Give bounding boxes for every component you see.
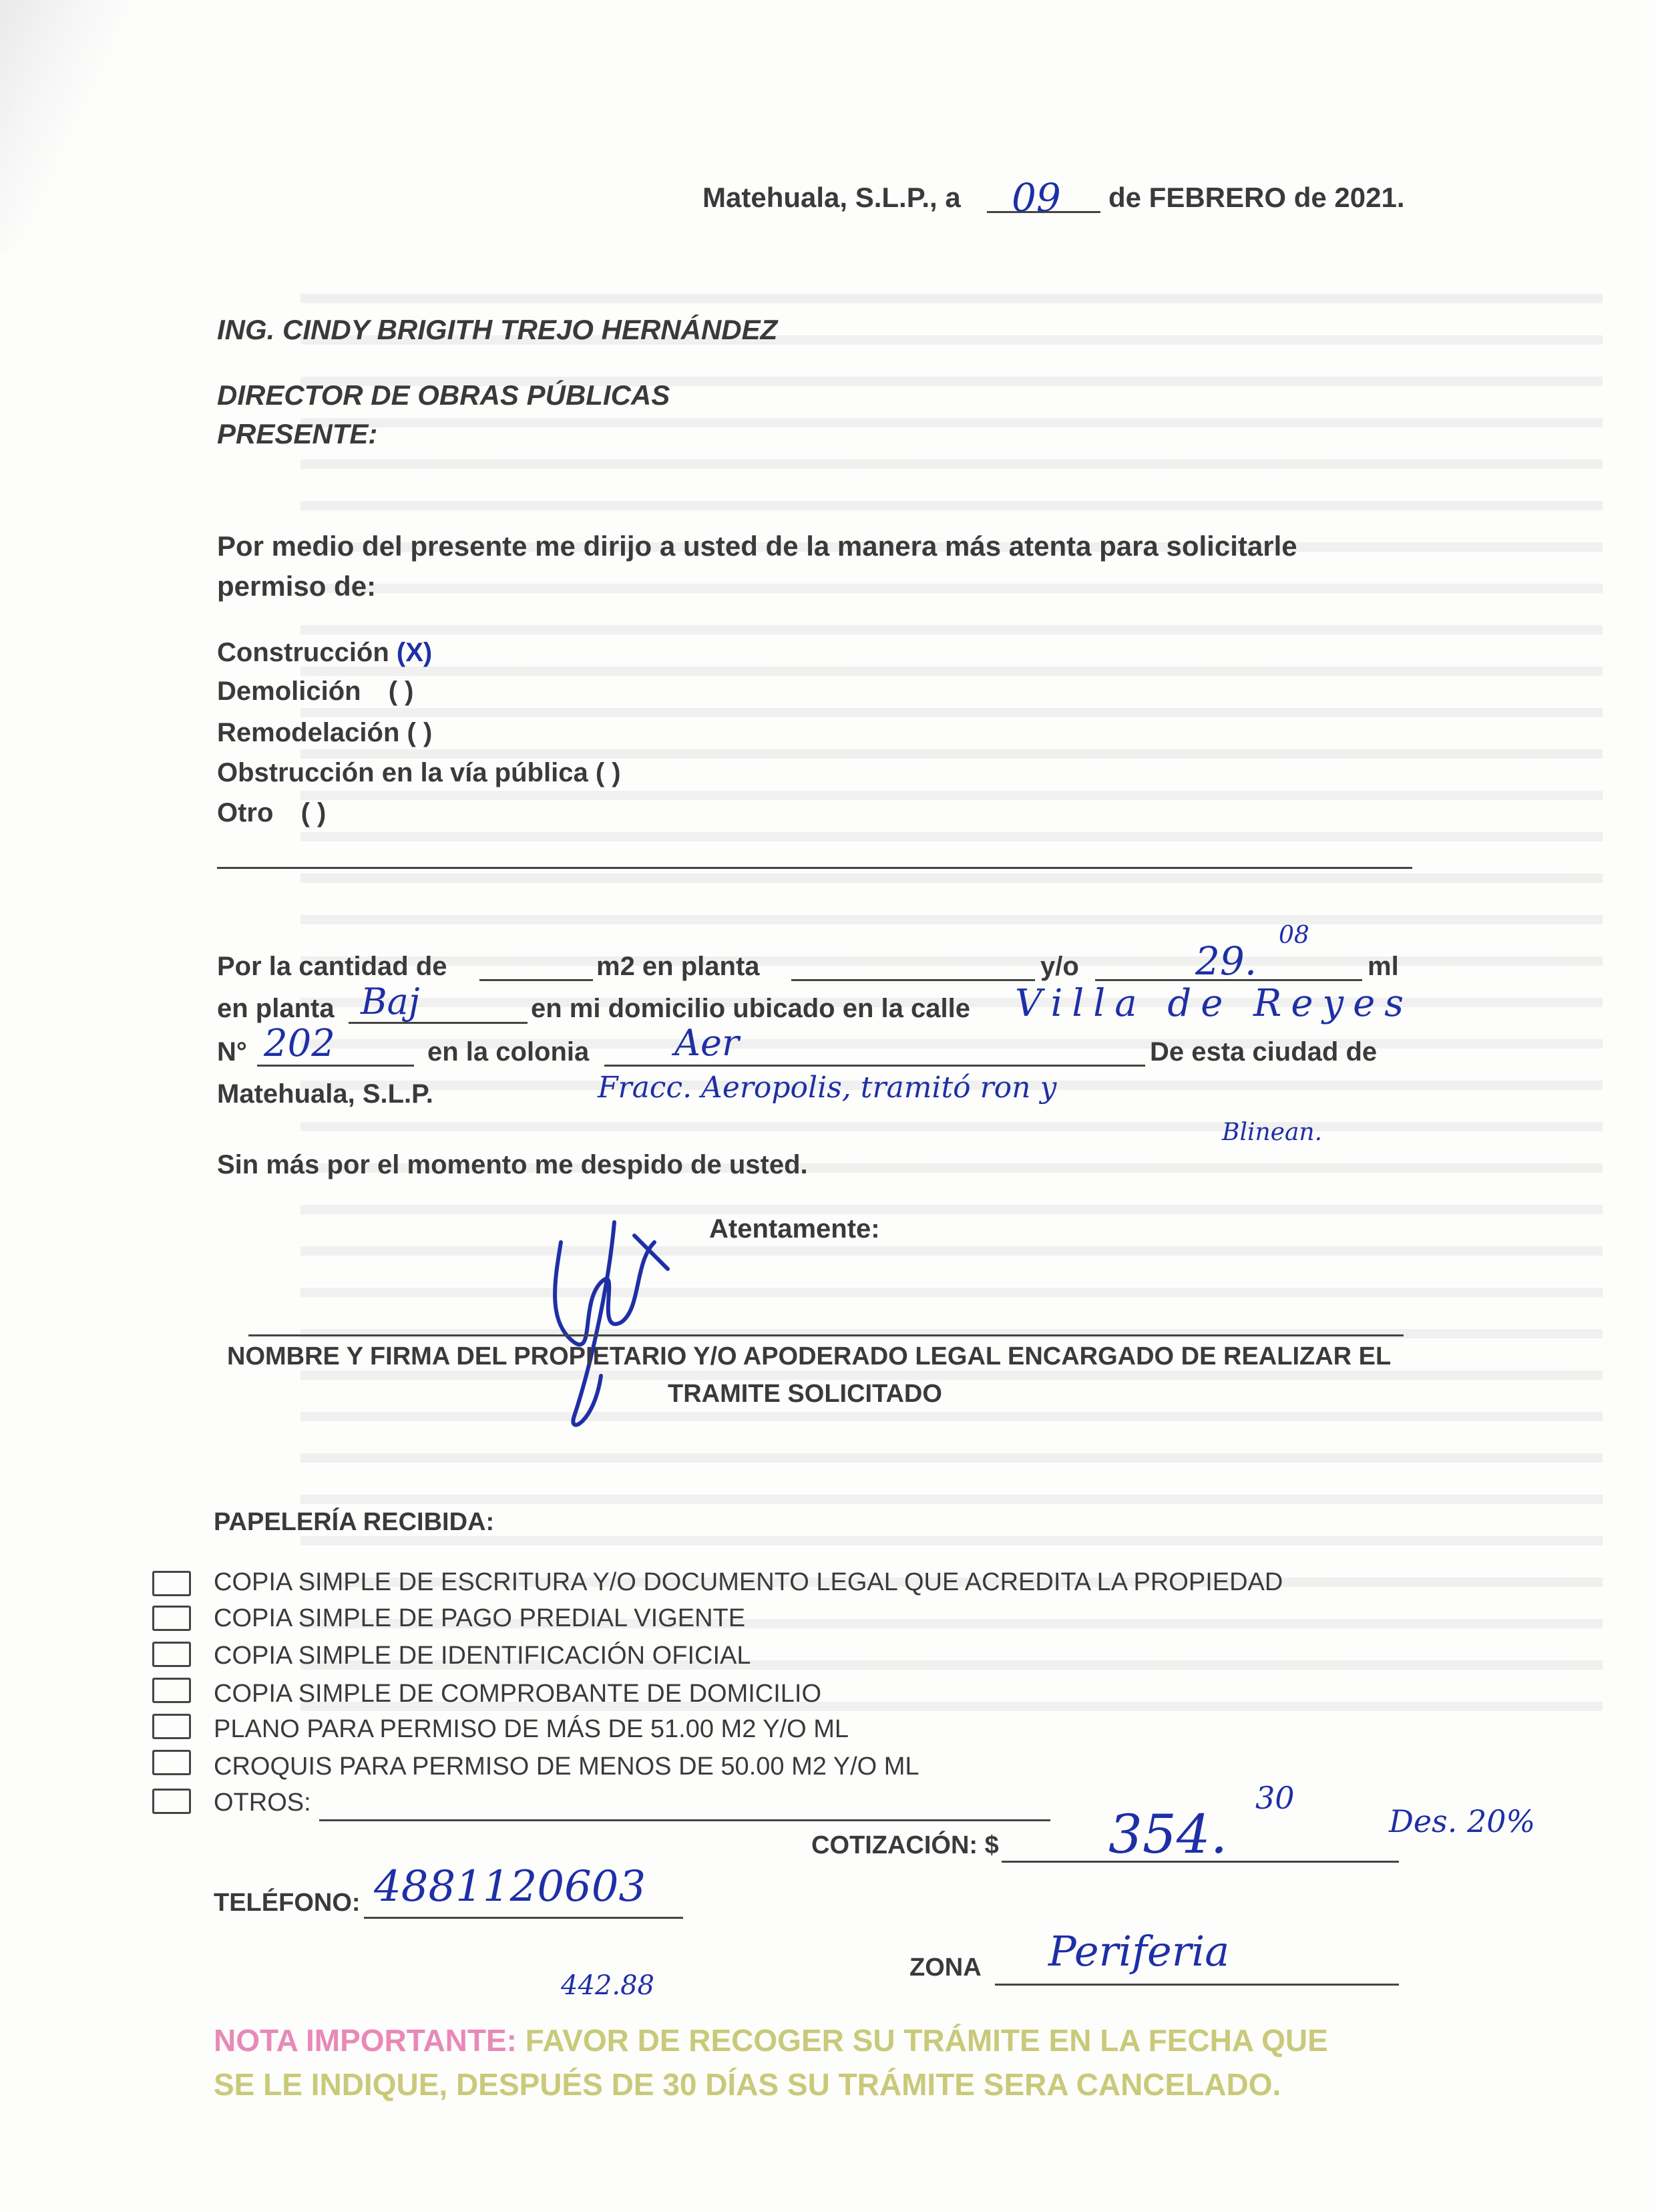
paper-item: COPIA SIMPLE DE COMPROBANTE DE DOMICILIO [214,1680,822,1708]
date-suffix: de FEBRERO de 2021. [1108,182,1405,213]
telefono-value-handwritten: 4881120603 [374,1862,646,1911]
colonia-label: en la colonia [427,1037,590,1067]
option-label: Construcción [217,638,389,667]
paper-checkbox[interactable] [152,1789,191,1814]
option-mark[interactable]: ( ) [388,677,414,706]
planta-value-handwritten: Baj [361,980,420,1023]
cotizacion-value-handwritten: 354. [1108,1803,1228,1865]
option-obstruccion [217,758,621,788]
paper-checkbox[interactable] [152,1571,191,1596]
option-mark[interactable]: ( ) [407,718,433,747]
addressee-greeting: PRESENTE: [217,418,378,449]
option-mark[interactable]: ( ) [300,798,327,827]
address-note-line-1: Fracc. Aeropolis, tramitó ron y [598,1071,1057,1105]
cotizacion-note-handwritten: Des. 20% [1389,1803,1536,1839]
quantity-prefix: Por la cantidad de [217,952,447,981]
paper-checkbox[interactable] [152,1714,191,1739]
planta-label: en planta [217,994,335,1023]
otros-fill-line [319,1819,1050,1821]
option-construccion [217,638,432,668]
option-demolicion [217,677,413,707]
otro-fill-line [217,867,1412,869]
zona-fill-line [995,1984,1399,1986]
ml-value-handwritten: 29. [1195,938,1257,984]
paper-item: COPIA SIMPLE DE ESCRITURA Y/O DOCUMENTO LEGAL QUE ACREDITA LA PROPIEDAD [214,1568,1283,1596]
closing-text: Sin más por el momento me despido de usted. [217,1150,808,1179]
number-label: N° [217,1037,247,1067]
notice-line-2: SE LE INDIQUE, DESPUÉS DE 30 DÍAS SU TRÁMITE SERA CANCELADO. [214,2067,1281,2102]
signature-line [248,1334,1404,1336]
paper-item: CROQUIS PARA PERMISO DE MENOS DE 50.00 M2 Y/O ML [214,1753,919,1781]
zona-value-handwritten: Periferia [1048,1927,1230,1976]
sign-caption-line-1: NOMBRE Y FIRMA DEL PROPIETARIO Y/O APODERADO LEGAL ENCARGADO DE REALIZAR EL [227,1342,1392,1370]
cotizacion-label: COTIZACIÓN: $ [811,1831,999,1859]
scan-corner-shadow [0,0,147,254]
option-mark-checked[interactable]: (X) [396,638,433,667]
m2-fill-line [479,979,593,981]
paper-item-otros: OTROS: [214,1789,311,1817]
option-otro [217,798,326,828]
number-value-handwritten: 202 [264,1022,335,1065]
colonia-fill-line [604,1065,1145,1067]
paper-checkbox[interactable] [152,1750,191,1775]
option-label: Otro [217,798,274,827]
sign-label: Atentamente: [709,1214,880,1244]
option-mark[interactable]: ( ) [595,758,621,787]
zona-label: ZONA [909,1954,982,1982]
paper-item: PLANO PARA PERMISO DE MÁS DE 51.00 M2 Y/O ML [214,1715,849,1743]
notice-label: NOTA IMPORTANTE: [214,2023,517,2058]
date-day-handwritten: 09 [1012,175,1061,220]
option-remodelacion [217,718,432,748]
notice-text-1: FAVOR DE RECOGER SU TRÁMITE EN LA FECHA QUE [525,2023,1328,2058]
option-label: Demolición [217,677,361,706]
paper-checkbox[interactable] [152,1606,191,1631]
planta-fill-line [791,979,1035,981]
paper-checkbox[interactable] [152,1678,191,1703]
sign-caption-line-2: TRAMITE SOLICITADO [668,1380,942,1408]
colonia-value-handwritten: Aer [674,1022,739,1064]
m2-label: m2 en planta [596,952,760,981]
option-label: Remodelación [217,718,400,747]
intro-line-2: permiso de: [217,570,377,602]
city-label: Matehuala, S.L.P. [217,1079,433,1109]
paper-item: COPIA SIMPLE DE PAGO PREDIAL VIGENTE [214,1604,746,1632]
paper-checkbox[interactable] [152,1642,191,1667]
city-suffix: De esta ciudad de [1150,1037,1378,1067]
ml-superscript-handwritten: 08 [1279,922,1309,949]
addressee-name: ING. CINDY BRIGITH TREJO HERNÁNDEZ [217,314,778,345]
yo-label: y/o [1040,952,1079,981]
paper-item: COPIA SIMPLE DE IDENTIFICACIÓN OFICIAL [214,1642,751,1670]
addressee-role: DIRECTOR DE OBRAS PÚBLICAS [217,379,670,411]
papers-title: PAPELERÍA RECIBIDA: [214,1508,495,1536]
cotizacion-superscript-handwritten: 30 [1255,1780,1295,1816]
telefono-fill-line [364,1917,683,1919]
notice-line-1 [214,2022,1328,2058]
address-note-line-2: Blinean. [1222,1119,1323,1146]
option-label: Obstrucción en la vía pública [217,758,588,787]
extra-value-handwritten: 442.88 [561,1970,654,2001]
telefono-label: TELÉFONO: [214,1889,361,1917]
street-label: en mi domicilio ubicado en la calle [531,994,970,1023]
date-place-prefix: Matehuala, S.L.P., a [702,182,961,213]
ml-unit: ml [1368,952,1399,981]
street-value-handwritten: Villa de Reyes [1015,982,1413,1025]
intro-line-1: Por medio del presente me dirijo a usted de la manera más atenta para solicitarle [217,530,1297,562]
